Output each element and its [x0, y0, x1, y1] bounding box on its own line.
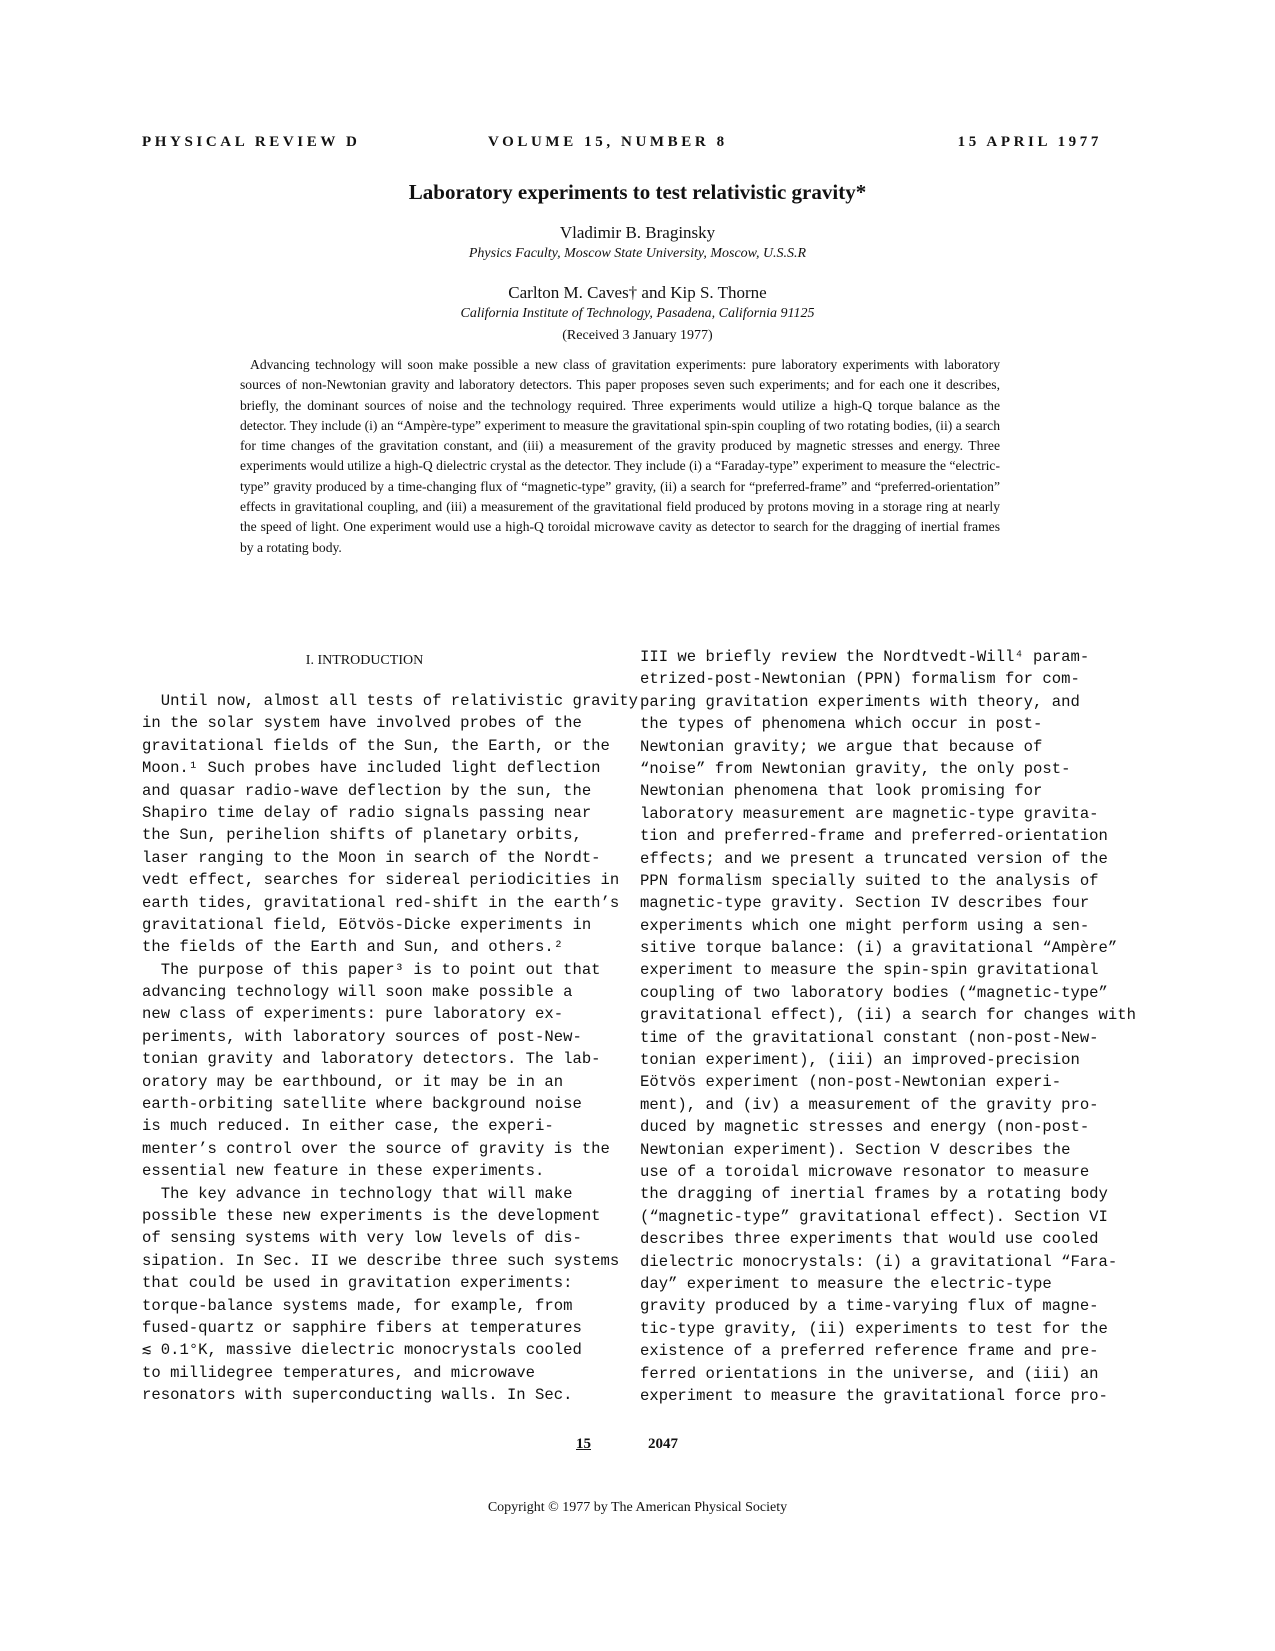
affiliation-moscow: Physics Faculty, Moscow State University, Moscow, U.S.S.R — [468, 246, 807, 261]
text-line: Eötvös experiment (non-post-Newtonian experi- — [640, 1073, 1062, 1092]
volume-number: VOLUME 15, NUMBER 8 — [488, 134, 728, 150]
text-line: coupling of two laboratory bodies (“magnetic-type” — [640, 983, 1108, 1002]
text-line: periments, with laboratory sources of post-New- — [142, 1027, 582, 1046]
text-line: magnetic-type gravity. Section IV describes four — [640, 894, 1090, 913]
text-line: tonian experiment), (iii) an improved-precision — [640, 1051, 1080, 1070]
text-line: vedt effect, searches for sidereal periodicities in — [142, 871, 620, 890]
text-line: duced by magnetic stresses and energy (non-post- — [640, 1118, 1090, 1137]
text-line: fused-quartz or sapphire fibers at temperatures — [142, 1318, 582, 1337]
text-line: of sensing systems with very low levels of dis- — [142, 1229, 582, 1248]
text-line: earth-orbiting satellite where background noise — [142, 1095, 582, 1114]
text-line: tonian gravity and laboratory detectors. The lab- — [142, 1050, 601, 1069]
text-line: “noise” from Newtonian gravity, the only post- — [640, 759, 1071, 778]
text-line: ≲ 0.1°K, massive dielectric monocrystals cooled — [142, 1341, 582, 1360]
text-line: The key advance in technology that will make — [142, 1184, 573, 1203]
issue-date: 15 APRIL 1977 — [957, 134, 1102, 150]
received-date: (Received 3 January 1977) — [562, 328, 713, 343]
text-line: Newtonian phenomena that look promising for — [640, 782, 1043, 801]
text-line: menter’s control over the source of gravity is the — [142, 1139, 610, 1158]
text-line: III we briefly review the Nordtvedt-Will⁴ param- — [640, 648, 1090, 666]
text-line: ment), and (iv) a measurement of the gravity pro- — [640, 1095, 1099, 1114]
text-line: sipation. In Sec. II we describe three such systems — [142, 1251, 620, 1270]
text-line: Moon.¹ Such probes have included light deflection — [142, 759, 601, 778]
copyright-notice: Copyright © 1977 by The American Physical Society — [487, 1500, 788, 1515]
text-line: torque-balance systems made, for example, from — [142, 1296, 573, 1315]
text-line: in the solar system have involved probes of the — [142, 714, 582, 733]
text-line: oratory may be earthbound, or it may be in an — [142, 1072, 564, 1091]
author-braginsky: Vladimir B. Braginsky — [559, 223, 716, 242]
text-line: gravitational field, Eötvös-Dicke experiments in — [142, 915, 592, 934]
text-line: time of the gravitational constant (non-post-New- — [640, 1028, 1099, 1047]
footer-page-number: 2047 — [648, 1436, 678, 1452]
text-line: essential new feature in these experiments. — [142, 1162, 545, 1181]
text-line: describes three experiments that would use cooled — [640, 1230, 1099, 1249]
text-line: that could be used in gravitation experiments: — [142, 1274, 573, 1293]
text-line: dielectric monocrystals: (i) a gravitational “Fara- — [640, 1252, 1118, 1271]
text-line: PPN formalism specially suited to the analysis of — [640, 871, 1099, 890]
text-line: Newtonian experiment). Section V describes the — [640, 1140, 1071, 1159]
text-line: is much reduced. In either case, the experi- — [142, 1117, 554, 1136]
text-line: etrized-post-Newtonian (PPN) formalism for com- — [640, 670, 1080, 689]
text-line: possible these new experiments is the development — [142, 1206, 601, 1225]
text-line: Until now, almost all tests of relativistic gravity — [142, 692, 638, 710]
text-line: experiments which one might perform using a sen- — [640, 916, 1090, 935]
text-line: tic-type gravity, (ii) experiments to test for the — [640, 1319, 1108, 1338]
text-line: the fields of the Earth and Sun, and others.² — [142, 938, 564, 957]
text-line: day” experiment to measure the electric-type — [640, 1274, 1052, 1293]
right-column — [640, 646, 1136, 1407]
running-header — [142, 134, 1102, 156]
affiliation-caltech: California Institute of Technology, Pasadena, California 91125 — [460, 306, 815, 321]
text-line: earth tides, gravitational red-shift in the earth’s — [142, 893, 620, 912]
text-line: paring gravitation experiments with theory, and — [640, 692, 1080, 711]
text-line: effects; and we present a truncated version of the — [640, 849, 1108, 868]
text-line: existence of a preferred reference frame and pre- — [640, 1342, 1099, 1361]
text-line: laser ranging to the Moon in search of the Nordt- — [142, 848, 601, 867]
text-line: Newtonian gravity; we argue that because of — [640, 737, 1043, 756]
text-line: advancing technology will soon make possible a — [142, 983, 573, 1002]
text-line: gravity produced by a time-varying flux of magne- — [640, 1297, 1099, 1316]
text-line: (“magnetic-type” gravitational effect). Section VI — [640, 1207, 1108, 1226]
text-line: and quasar radio-wave deflection by the sun, the — [142, 781, 592, 800]
footer-volume: 15 — [576, 1436, 591, 1452]
author-caves-thorne: Carlton M. Caves† and Kip S. Thorne — [508, 283, 767, 302]
text-line: laboratory measurement are magnetic-type gravita- — [640, 804, 1099, 823]
text-line: gravitational effect), (ii) a search for changes with — [640, 1006, 1136, 1025]
left-column — [142, 690, 638, 1407]
text-line: to millidegree temperatures, and microwave — [142, 1363, 536, 1382]
text-line: gravitational fields of the Sun, the Earth, or the — [142, 736, 610, 755]
text-line: sitive torque balance: (i) a gravitational “Ampère” — [640, 939, 1118, 958]
text-line: ferred orientations in the universe, and (iii) an — [640, 1364, 1099, 1383]
text-line: the dragging of inertial frames by a rotating body — [640, 1185, 1108, 1204]
text-line: the Sun, perihelion shifts of planetary orbits, — [142, 826, 582, 845]
text-line: the types of phenomena which occur in post- — [640, 715, 1043, 734]
text-line: The purpose of this paper³ is to point out that — [142, 960, 601, 979]
text-line: use of a toroidal microwave resonator to measure — [640, 1162, 1090, 1181]
text-line: new class of experiments: pure laboratory ex- — [142, 1005, 564, 1024]
paper-title: Laboratory experiments to test relativistic gravity* — [408, 180, 867, 204]
abstract: Advancing technology will soon make possible a new class of gravitation experiments: pure laboratory experiments with laboratory sources of non-Newtonian gravity and laboratory detectors. This paper proposes seven such experiments; and for each one it describes, briefly, the dominant sources of noise and the technology required. Three experiments would utilize a high-Q torque balance as the detector. They include (i) an “Ampère-type” experiment to measure the gravitational spin-spin coupling of two rotating bodies, (ii) a search for time changes of the gravitation constant, and (iii) a measurement of the gravity produced by magnetic stresses and energy. Three experiments would utilize a high-Q dielectric crystal as the detector. They include (i) a “Faraday-type” experiment to measure the “electric-type” gravity produced by a time-changing flux of “magnetic-type” gravity, (ii) a search for “preferred-frame” and “preferred-orientation” effects in gravitational coupling, and (iii) a measurement of the gravitational field produced by protons moving in a storage ring at nearly the speed of light. One experiment would use a high-Q toroidal microwave cavity as detector to search for the dragging of inertial frames by a rotating body. — [240, 357, 1000, 555]
text-line: experiment to measure the gravitational force pro- — [640, 1386, 1108, 1405]
text-line: resonators with superconducting walls. In Sec. — [142, 1386, 573, 1405]
text-line: experiment to measure the spin-spin gravitational — [640, 961, 1099, 980]
section-heading-introduction: I. INTRODUCTION — [305, 653, 424, 668]
journal-name: PHYSICAL REVIEW D — [142, 134, 361, 150]
text-line: tion and preferred-frame and preferred-orientation — [640, 827, 1108, 846]
text-line: Shapiro time delay of radio signals passing near — [142, 803, 592, 822]
